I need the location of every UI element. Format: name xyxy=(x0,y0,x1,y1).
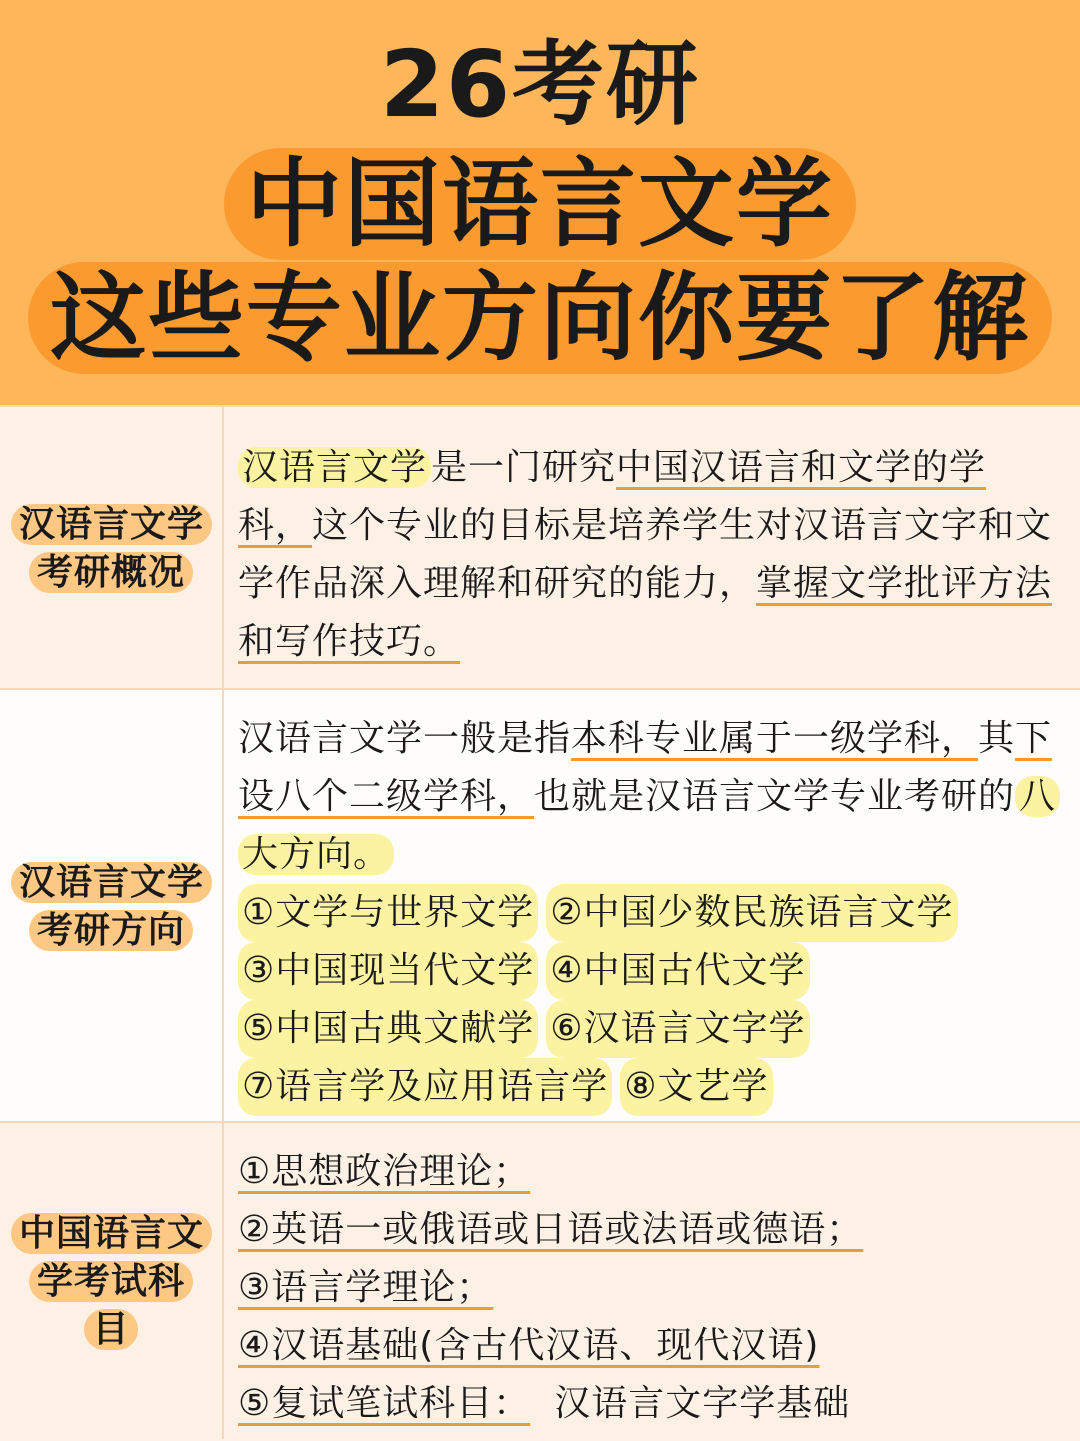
directions-intro-f: 八大方向。 xyxy=(238,776,1060,875)
overview-text-a: 是一门研究 xyxy=(431,447,617,488)
direction-item: ⑧文艺学 xyxy=(620,1058,772,1116)
info-table xyxy=(0,405,1080,1439)
table-row-directions xyxy=(0,688,1080,1123)
subjects-content xyxy=(238,1143,1058,1433)
directions-intro-b: 本科专业属于一级学科， xyxy=(571,718,979,759)
subject-item: ⑤复试笔试科目： xyxy=(238,1383,531,1424)
subject-item: ④汉语基础(含古代汉语、现代汉语) xyxy=(238,1325,820,1366)
directions-label: 汉语言文学考研方向 xyxy=(11,862,212,951)
overview-text-c: 这个专业的目标是培养学生对汉语言文字和文学作品深入理解和研究的能力， xyxy=(238,505,1053,604)
subject-item: ①思想政治理论； xyxy=(238,1151,531,1192)
title-line-1 xyxy=(0,30,1080,140)
row-label-overview xyxy=(0,407,222,690)
direction-item: ②中国少数民族语言文学 xyxy=(546,884,957,942)
direction-item: ④中国古代文学 xyxy=(546,942,809,1000)
direction-item: ⑦语言学及应用语言学 xyxy=(238,1058,612,1116)
directions-intro-a: 汉语言文学一般是指 xyxy=(238,718,572,759)
title-line-2 xyxy=(0,148,1080,260)
directions-intro-c: 其 xyxy=(978,718,1016,759)
subject-item: ②英语一或俄语或日语或法语或德语； xyxy=(238,1209,864,1250)
subject-item: ③语言学理论； xyxy=(238,1267,494,1308)
title-subject: 中国语言文学 xyxy=(224,148,856,260)
overview-term: 汉语言文学 xyxy=(238,447,431,488)
table-row-overview xyxy=(0,405,1080,690)
column-divider xyxy=(222,405,224,1439)
title-banner xyxy=(0,0,1080,405)
overview-text-b: 中国汉语言和文学的学科， xyxy=(238,447,987,546)
row-label-directions xyxy=(0,690,222,1123)
title-tagline: 这些专业方向你要了解 xyxy=(28,262,1052,374)
overview-text-d: 掌握文学批评方法和写作技巧。 xyxy=(238,563,1053,662)
subject-item-detail: 汉语言文字学基础 xyxy=(554,1383,851,1424)
title-line-3 xyxy=(0,262,1080,374)
direction-item: ③中国现当代文学 xyxy=(238,942,538,1000)
directions-content xyxy=(238,710,1058,1116)
directions-intro-e: 也就是汉语言文学专业考研的 xyxy=(534,776,1016,817)
direction-item: ①文学与世界文学 xyxy=(238,884,538,942)
row-label-subjects xyxy=(0,1123,222,1441)
subjects-label: 中国语言文学考试科目 xyxy=(11,1213,212,1350)
direction-item: ⑥汉语言文字学 xyxy=(546,1000,809,1058)
direction-item: ⑤中国古典文献学 xyxy=(238,1000,538,1058)
directions-intro-d: 下设八个二级学科， xyxy=(238,718,1053,817)
table-row-subjects xyxy=(0,1121,1080,1441)
overview-content xyxy=(238,439,1058,671)
title-year: 26考研 xyxy=(379,31,701,138)
overview-label: 汉语言文学考研概况 xyxy=(11,504,212,593)
